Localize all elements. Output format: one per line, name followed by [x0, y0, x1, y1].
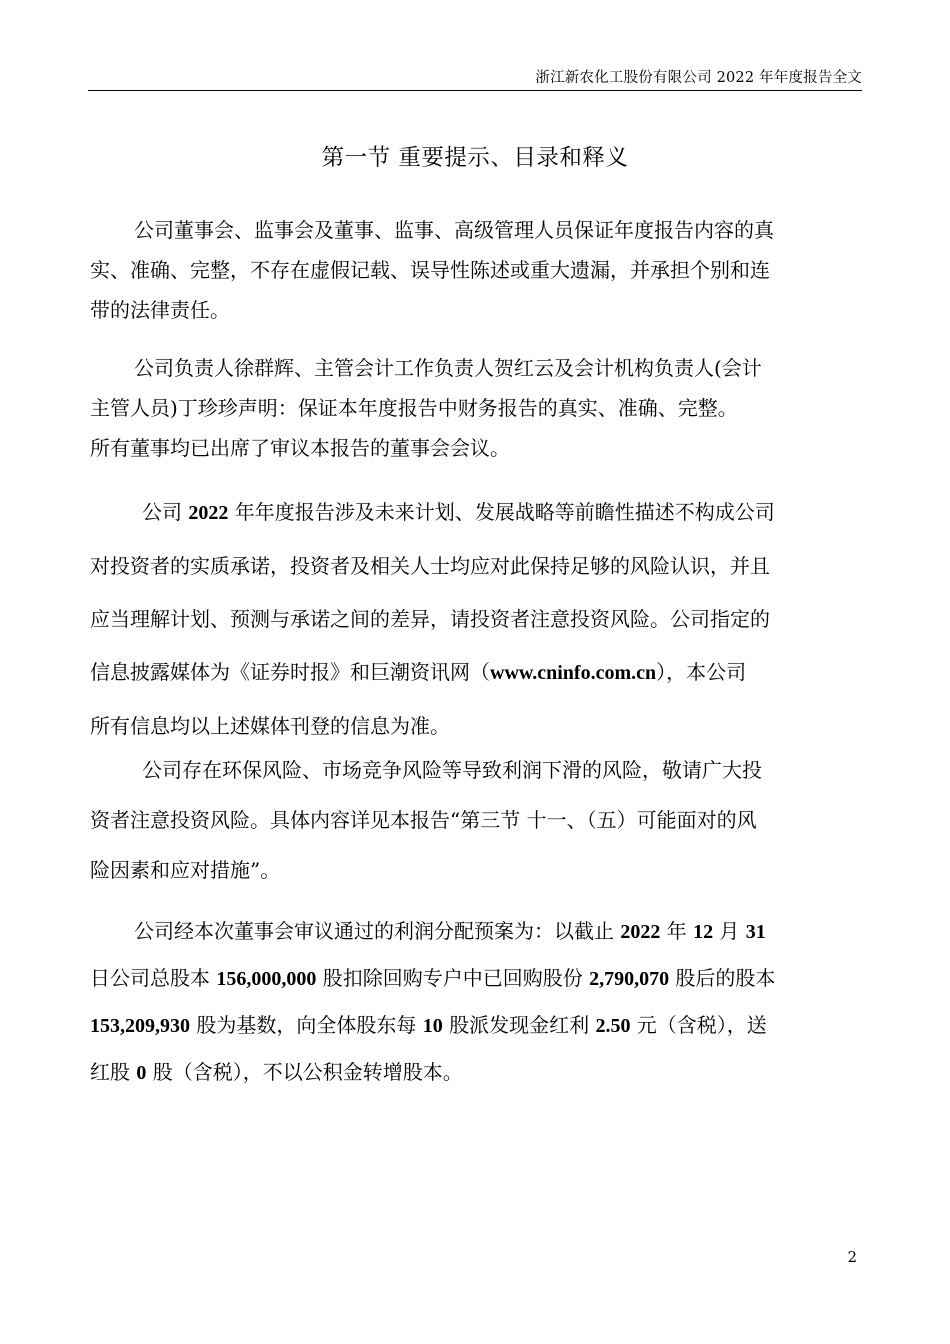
paragraph-line: 险因素和应对措施”。	[90, 858, 281, 882]
profit-distribution-paragraph	[90, 908, 865, 1096]
month-value: 12	[693, 921, 714, 943]
text-run: 月	[713, 919, 746, 943]
paragraph-line: 实、准确、完整，不存在虚假记载、误导性陈述或重大遗漏，并承担个别和连	[90, 258, 770, 282]
responsibility-statement-paragraph	[90, 210, 865, 330]
page-header	[88, 62, 862, 91]
paragraph-line	[90, 1049, 865, 1096]
dividend-value: 2.50	[595, 1015, 631, 1037]
paragraph-line: 公司存在环保风险、市场竞争风险等导致利润下滑的风险，敬请广大投	[142, 758, 762, 782]
base-shares-value: 153,209,930	[90, 1015, 190, 1037]
repurchased-shares-value: 2,790,070	[589, 968, 670, 990]
executive-declaration-paragraph	[90, 348, 865, 468]
text-run: 信息披露媒体为《证券时报》和巨潮资讯网（	[90, 660, 490, 684]
paragraph-line: 公司负责人徐群辉、主管会计工作负责人贺红云及会计机构负责人(会计	[134, 356, 762, 380]
paragraph-line: 所有信息均以上述媒体刊登的信息为准。	[90, 714, 450, 738]
paragraph-line: 资者注意投资风险。具体内容详见本报告“第三节 十一、（五）可能面对的风	[90, 808, 757, 832]
page-number: 2	[847, 1248, 857, 1266]
bonus-shares-value: 0	[136, 1062, 147, 1084]
paragraph-line	[90, 955, 865, 1002]
text-run: ），本公司	[656, 660, 747, 684]
text-run: 年年度报告涉及未来计划、发展战略等前瞻性描述不构成公司	[228, 500, 775, 524]
text-run: 股（含税），不以公积金转增股本。	[146, 1060, 463, 1084]
paragraph-line	[90, 486, 865, 540]
text-run: 股后的股本	[669, 966, 776, 990]
paragraph-line	[90, 1002, 865, 1049]
risk-warning-paragraph	[90, 745, 865, 895]
text-run: 股扣除回购专户中已回购股份	[316, 966, 590, 990]
paragraph-line: 对投资者的实质承诺，投资者及相关人士均应对此保持足够的风险认识，并且	[90, 554, 770, 578]
paragraph-line	[90, 646, 865, 700]
header-text: 浙江新农化工股份有限公司 2022 年年度报告全文	[535, 70, 862, 86]
text-run: 元（含税），送	[630, 1013, 767, 1037]
paragraph-line	[90, 908, 865, 955]
text-run: 公司经本次董事会审议通过的利润分配预案为：以截止	[134, 919, 621, 943]
day-value: 31	[745, 921, 766, 943]
total-shares-value: 156,000,000	[216, 968, 317, 990]
text-run: 年	[660, 919, 694, 943]
text-run: 日公司总股本	[90, 966, 217, 990]
text-run: 股派发现金红利	[442, 1013, 596, 1037]
per-shares-value: 10	[422, 1015, 443, 1037]
text-run: 股为基数，向全体股东每	[190, 1013, 423, 1037]
text-run: 公司	[142, 500, 189, 524]
section-title: 第一节 重要提示、目录和释义	[321, 145, 629, 171]
paragraph-line: 主管人员)丁珍珍声明：保证本年度报告中财务报告的真实、准确、完整。	[90, 396, 738, 420]
paragraph-line: 所有董事均已出席了审议本报告的董事会会议。	[90, 436, 510, 460]
year-value: 2022	[620, 921, 661, 943]
website-url: www.cninfo.com.cn	[490, 662, 657, 684]
paragraph-line: 应当理解计划、预测与承诺之间的差异，请投资者注意投资风险。公司指定的	[90, 607, 770, 631]
year-value: 2022	[188, 502, 229, 524]
paragraph-line: 公司董事会、监事会及董事、监事、高级管理人员保证年度报告内容的真	[134, 218, 774, 242]
forward-looking-statement-paragraph	[90, 486, 865, 753]
text-run: 红股	[90, 1060, 137, 1084]
paragraph-line: 带的法律责任。	[90, 298, 230, 322]
